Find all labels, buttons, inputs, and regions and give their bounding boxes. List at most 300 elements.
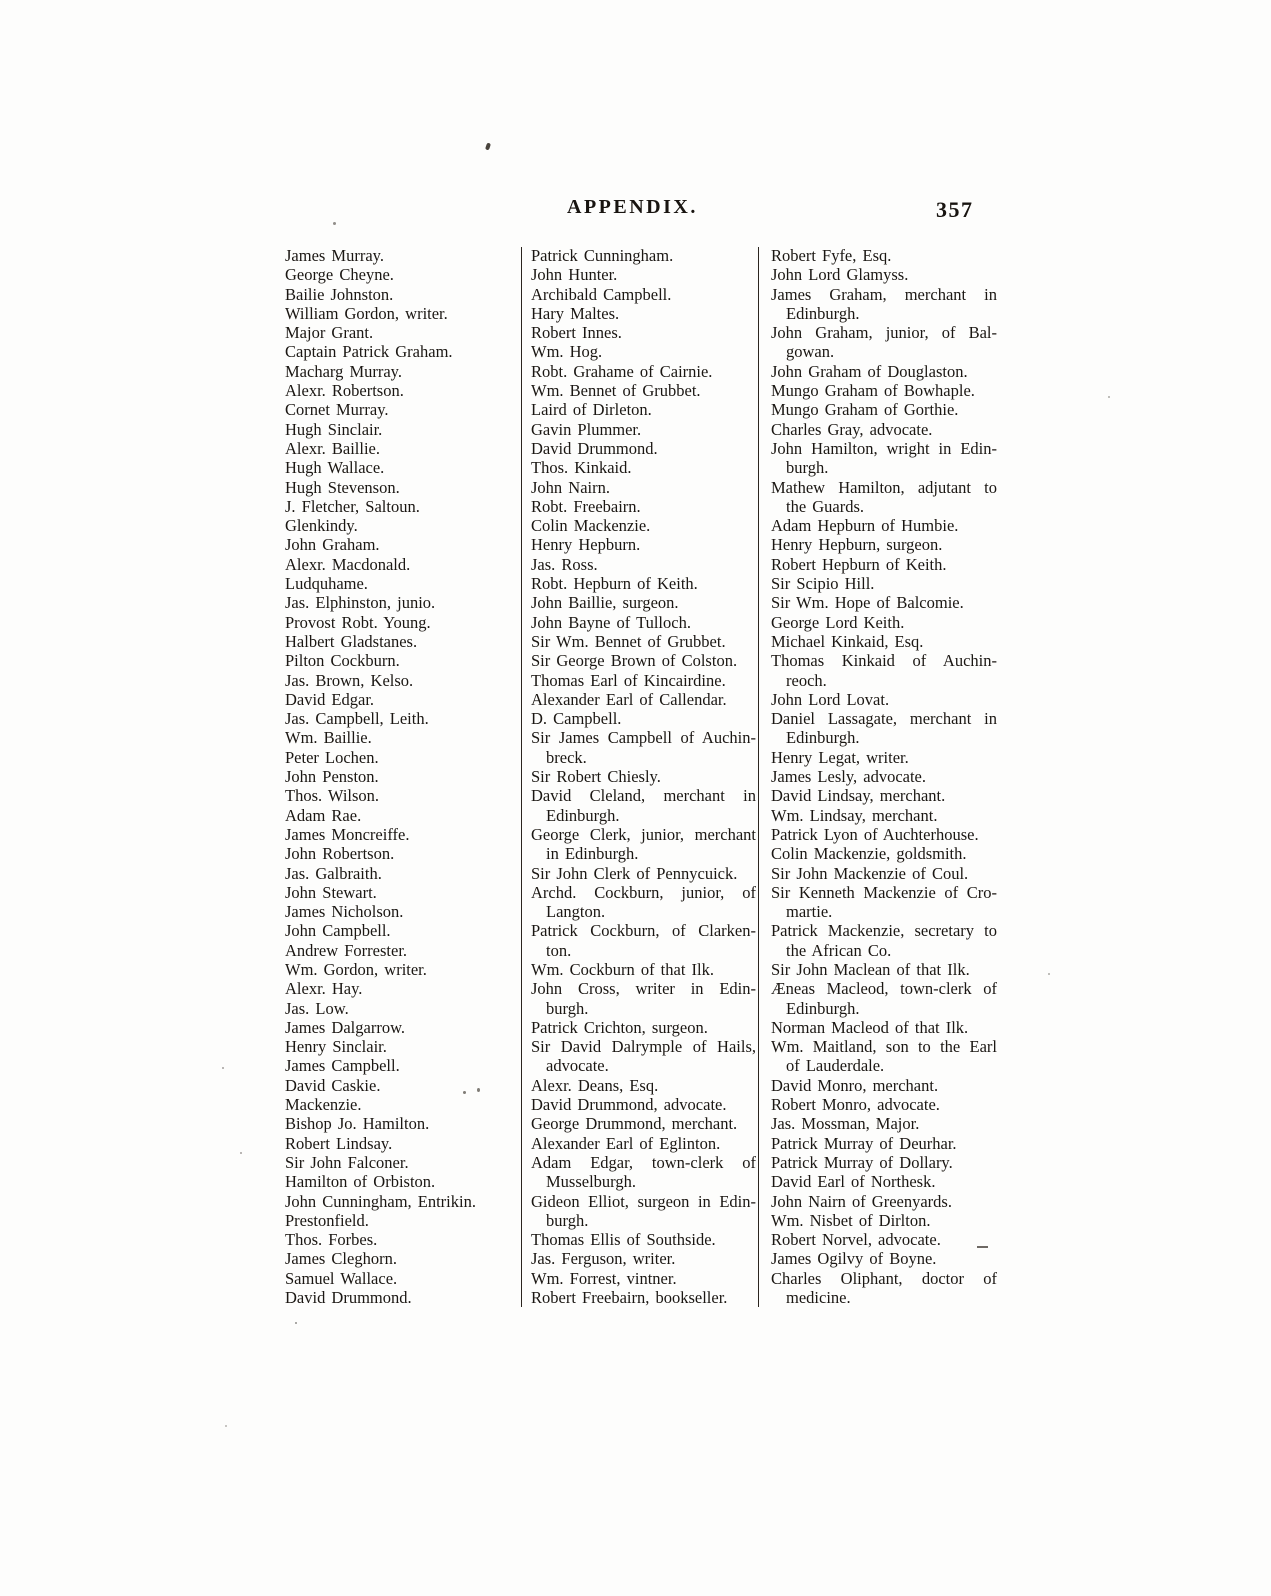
- list-item-line: William Gordon, writer.: [285, 303, 448, 323]
- list-item-line: Wm. Gordon, writer.: [285, 959, 427, 979]
- list-item: [285, 497, 511, 516]
- list-item-line: Wm. Baillie.: [285, 728, 372, 748]
- list-item: [771, 265, 997, 284]
- list-item: [531, 574, 756, 593]
- list-item-line-continuation: in Edinburgh.: [546, 844, 639, 864]
- list-item: [285, 1056, 511, 1075]
- list-item-line: David Edgar.: [285, 689, 375, 709]
- list-item-line: Sir Wm. Hope of Balcomie.: [771, 593, 964, 613]
- list-item-line: Wm. Maitland, son to the Earl: [771, 1037, 997, 1057]
- list-item: [285, 1076, 511, 1095]
- list-item: [771, 844, 997, 863]
- list-item: [285, 1230, 511, 1249]
- list-item: [531, 883, 756, 922]
- list-item: [771, 1249, 997, 1268]
- list-item-line: Charles Oliphant, doctor of: [771, 1268, 997, 1288]
- list-item-line: John Nairn.: [531, 477, 610, 497]
- list-item: [531, 497, 756, 516]
- list-item: [285, 690, 511, 709]
- list-item: [285, 1153, 511, 1172]
- list-item-line: Ludquhame.: [285, 574, 368, 594]
- list-item: [285, 535, 511, 554]
- list-item-line-continuation: the Guards.: [786, 496, 865, 516]
- list-item-line: Robert Monro, advocate.: [771, 1095, 940, 1115]
- list-item-line: Robert Norvel, advocate.: [771, 1230, 941, 1250]
- list-item-line: Captain Patrick Graham.: [285, 342, 453, 362]
- list-item: [285, 439, 511, 458]
- list-item: [771, 1018, 997, 1037]
- list-item-line: James Ogilvy of Boyne.: [771, 1249, 937, 1269]
- list-item: [771, 555, 997, 574]
- list-item-line: Patrick Murray of Dollary.: [771, 1152, 953, 1172]
- list-item-line: James Moncreiffe.: [285, 824, 410, 844]
- list-item-line: Jas. Galbraith.: [285, 863, 382, 883]
- list-item-line: D. Campbell.: [531, 709, 622, 729]
- list-item: [285, 883, 511, 902]
- list-item: [531, 1192, 756, 1231]
- list-item-line: Samuel Wallace.: [285, 1268, 398, 1288]
- list-item-line: Thos. Kinkaid.: [531, 458, 632, 478]
- list-item-line-continuation: Edinburgh.: [786, 303, 860, 323]
- list-item: [771, 1230, 997, 1249]
- list-item: [531, 690, 756, 709]
- list-item: [771, 323, 997, 362]
- list-item-line: Sir Kenneth Mackenzie of Cro-: [771, 882, 997, 902]
- scan-speck: [1108, 396, 1110, 398]
- list-item-line-continuation: Edinburgh.: [786, 998, 860, 1018]
- list-item-line: Wm. Lindsay, merchant.: [771, 805, 938, 825]
- list-item: [285, 921, 511, 940]
- list-item-line-continuation: Edinburgh.: [546, 805, 620, 825]
- list-item: [771, 748, 997, 767]
- list-item-line: George Lord Keith.: [771, 612, 905, 632]
- column-divider: [521, 247, 522, 1307]
- list-item: [531, 246, 756, 265]
- list-item: [771, 439, 997, 478]
- list-item-line: Robert Lindsay.: [285, 1133, 393, 1153]
- list-item-line: Wm. Hog.: [531, 342, 603, 362]
- list-item: [771, 960, 997, 979]
- list-item-line: David Drummond.: [285, 1288, 412, 1308]
- list-item: [771, 1095, 997, 1114]
- list-item-line: Alexr. Hay.: [285, 979, 363, 999]
- list-item-line: Colin Mackenzie, goldsmith.: [771, 844, 967, 864]
- list-item-line: Pilton Cockburn.: [285, 651, 400, 671]
- list-item-line: Adam Edgar, town-clerk of: [531, 1152, 756, 1172]
- list-item: [771, 1134, 997, 1153]
- list-item: [531, 825, 756, 864]
- list-item: [771, 362, 997, 381]
- list-item-line: John Graham of Douglaston.: [771, 361, 968, 381]
- list-item: [531, 786, 756, 825]
- list-item: [531, 362, 756, 381]
- list-item: [771, 979, 997, 1018]
- list-item-line-continuation: Langton.: [546, 902, 606, 922]
- list-item-line: Sir Robert Chiesly.: [531, 767, 661, 787]
- list-item-line: Sir John Clerk of Pennycuick.: [531, 863, 738, 883]
- list-item-line: Alexr. Baillie.: [285, 438, 381, 458]
- list-item-line: Andrew Forrester.: [285, 940, 408, 960]
- list-item-line: James Campbell.: [285, 1056, 400, 1076]
- list-item-line: Robert Freebairn, bookseller.: [531, 1288, 728, 1308]
- list-item: [531, 1018, 756, 1037]
- list-item-line: Archd. Cockburn, junior, of: [531, 882, 756, 902]
- list-item: [771, 632, 997, 651]
- name-list-column-3: [771, 246, 997, 1307]
- list-item-line: Henry Hepburn.: [531, 535, 641, 555]
- list-item-line: Cornet Murray.: [285, 400, 389, 420]
- list-item-line: Hugh Wallace.: [285, 458, 385, 478]
- list-item-line: Daniel Lassagate, merchant in: [771, 709, 997, 729]
- list-item: [285, 555, 511, 574]
- list-item: [531, 979, 756, 1018]
- list-item-line: Robt. Hepburn of Keith.: [531, 574, 698, 594]
- running-title: APPENDIX.: [567, 196, 698, 218]
- list-item-line: Adam Rae.: [285, 805, 362, 825]
- list-item: [771, 1037, 997, 1076]
- list-item: [285, 1172, 511, 1191]
- list-item-line: James Dalgarrow.: [285, 1017, 406, 1037]
- list-item-line: Patrick Murray of Deurhar.: [771, 1133, 957, 1153]
- list-item: [531, 709, 756, 728]
- list-item: [531, 864, 756, 883]
- list-item-line-continuation: burgh.: [546, 1210, 589, 1230]
- list-item: [771, 921, 997, 960]
- list-item-line: Henry Sinclair.: [285, 1037, 387, 1057]
- list-item-line: Jas. Ferguson, writer.: [531, 1249, 676, 1269]
- list-item-line: Patrick Crichton, surgeon.: [531, 1017, 708, 1037]
- list-item: [531, 478, 756, 497]
- list-item: [285, 1095, 511, 1114]
- list-item-line: Wm. Cockburn of that Ilk.: [531, 959, 714, 979]
- list-item: [531, 516, 756, 535]
- list-item: [771, 285, 997, 324]
- list-item-line: Hugh Sinclair.: [285, 419, 383, 439]
- list-item-line: John Stewart.: [285, 882, 377, 902]
- list-item-line: George Drummond, merchant.: [531, 1114, 738, 1134]
- list-item-line: Hary Maltes.: [531, 303, 620, 323]
- list-item-line: Major Grant.: [285, 323, 374, 343]
- list-item: [531, 381, 756, 400]
- list-item: [285, 613, 511, 632]
- page-number: 357: [936, 197, 974, 222]
- list-item-line-continuation: gowan.: [786, 342, 835, 362]
- list-item: [531, 342, 756, 361]
- list-item-line: Jas. Mossman, Major.: [771, 1114, 920, 1134]
- list-item: [285, 806, 511, 825]
- list-item: [771, 1269, 997, 1308]
- list-item: [771, 709, 997, 748]
- list-item: [771, 381, 997, 400]
- list-item: [771, 478, 997, 517]
- list-item: [285, 671, 511, 690]
- list-item: [285, 1249, 511, 1268]
- list-item-line: Æneas Macleod, town-clerk of: [771, 979, 997, 999]
- list-item-line: Gideon Elliot, surgeon in Edin-: [531, 1191, 756, 1211]
- scan-speck: [295, 1322, 297, 1324]
- list-item: [531, 767, 756, 786]
- list-item: [771, 1192, 997, 1211]
- list-item-line: Thomas Earl of Kincairdine.: [531, 670, 726, 690]
- list-item: [531, 593, 756, 612]
- list-item: [285, 999, 511, 1018]
- list-item-line: David Earl of Northesk.: [771, 1172, 936, 1192]
- list-item-line: Patrick Lyon of Auchterhouse.: [771, 824, 979, 844]
- list-item: [285, 574, 511, 593]
- list-item: [285, 516, 511, 535]
- list-item: [285, 632, 511, 651]
- list-item-line-continuation: Edinburgh.: [786, 728, 860, 748]
- list-item: [285, 709, 511, 728]
- scan-speck: [222, 1067, 224, 1069]
- list-item-line-continuation: the African Co.: [786, 940, 892, 960]
- list-item: [285, 979, 511, 998]
- list-item-line: Bishop Jo. Hamilton.: [285, 1114, 430, 1134]
- list-item: [531, 439, 756, 458]
- list-item: [531, 535, 756, 554]
- list-item-line: John Lord Glamyss.: [771, 265, 909, 285]
- list-item-line: John Hunter.: [531, 265, 618, 285]
- list-item: [285, 767, 511, 786]
- list-item-line: Sir James Campbell of Auchin-: [531, 728, 756, 748]
- list-item-line-continuation: burgh.: [786, 458, 829, 478]
- list-item-line: Sir John Falconer.: [285, 1152, 409, 1172]
- scan-speck: [977, 1246, 988, 1248]
- list-item: [285, 381, 511, 400]
- list-item: [771, 593, 997, 612]
- list-item-line: Provost Robt. Young.: [285, 612, 431, 632]
- list-item: [531, 632, 756, 651]
- list-item-line: George Cheyne.: [285, 265, 394, 285]
- list-item-line: George Clerk, junior, merchant: [531, 824, 756, 844]
- list-item: [531, 1230, 756, 1249]
- list-item: [531, 671, 756, 690]
- list-item: [771, 883, 997, 922]
- list-item: [531, 1288, 756, 1307]
- list-item: [771, 613, 997, 632]
- list-item-line: Patrick Cockburn, of Clarken-: [531, 921, 756, 941]
- list-item: [531, 1037, 756, 1076]
- list-item-line: Bailie Johnston.: [285, 284, 394, 304]
- scan-speck: [1048, 973, 1050, 975]
- list-item-line: John Cunningham, Entrikin.: [285, 1191, 476, 1211]
- list-item-line: James Murray.: [285, 246, 384, 265]
- list-item-line: Alexander Earl of Eglinton.: [531, 1133, 721, 1153]
- list-item: [771, 690, 997, 709]
- list-item-line: Wm. Forrest, vintner.: [531, 1268, 677, 1288]
- list-item-line: Robert Hepburn of Keith.: [771, 554, 947, 574]
- list-item: [285, 323, 511, 342]
- list-item-line: John Hamilton, wright in Edin-: [771, 438, 997, 458]
- list-item-line: J. Fletcher, Saltoun.: [285, 496, 420, 516]
- list-item-line: Alexr. Deans, Esq.: [531, 1075, 659, 1095]
- list-item-line: John Robertson.: [285, 844, 395, 864]
- list-item-line-continuation: reoch.: [786, 670, 827, 690]
- list-item: [771, 786, 997, 805]
- list-item-line: Jas. Ross.: [531, 554, 598, 574]
- name-list-column-2: [531, 246, 756, 1307]
- list-item: [771, 574, 997, 593]
- list-item-line: Jas. Brown, Kelso.: [285, 670, 414, 690]
- list-item: [531, 265, 756, 284]
- list-item-line: David Cleland, merchant in: [531, 786, 756, 806]
- list-item: [285, 246, 511, 265]
- list-item-line: Robt. Freebairn.: [531, 496, 641, 516]
- scan-speck: [485, 143, 491, 151]
- list-item-line: Patrick Mackenzie, secretary to: [771, 921, 997, 941]
- scan-speck: [463, 1091, 466, 1094]
- list-item-line: John Lord Lovat.: [771, 689, 890, 709]
- list-item: [531, 613, 756, 632]
- list-item-line-continuation: breck.: [546, 747, 587, 767]
- list-item: [531, 304, 756, 323]
- list-item-line-continuation: burgh.: [546, 998, 589, 1018]
- list-item-line: Thomas Kinkaid of Auchin-: [771, 651, 997, 671]
- list-item: [771, 864, 997, 883]
- list-item: [531, 323, 756, 342]
- list-item: [285, 902, 511, 921]
- list-item-line: John Graham.: [285, 535, 380, 555]
- list-item: [285, 1018, 511, 1037]
- list-item-line: Gavin Plummer.: [531, 419, 642, 439]
- list-item: [285, 1037, 511, 1056]
- list-item: [771, 767, 997, 786]
- list-item: [285, 265, 511, 284]
- list-item-line: Jas. Low.: [285, 998, 349, 1018]
- list-item: [285, 786, 511, 805]
- list-item-line: James Graham, merchant in: [771, 284, 997, 304]
- list-item: [771, 516, 997, 535]
- list-item-line: John Graham, junior, of Bal-: [771, 323, 997, 343]
- list-item-line: Robert Innes.: [531, 323, 622, 343]
- list-item-line-continuation: medicine.: [786, 1288, 851, 1308]
- list-item-line: Wm. Nisbet of Dirlton.: [771, 1210, 931, 1230]
- list-item: [285, 1114, 511, 1133]
- list-item-line: James Cleghorn.: [285, 1249, 397, 1269]
- list-item-line: Adam Hepburn of Humbie.: [771, 516, 959, 536]
- list-item-line: James Lesly, advocate.: [771, 767, 926, 787]
- list-item-line: Archibald Campbell.: [531, 284, 672, 304]
- list-item-line: Michael Kinkaid, Esq.: [771, 631, 924, 651]
- list-item: [531, 458, 756, 477]
- list-item: [771, 1114, 997, 1133]
- list-item-line: Thos. Wilson.: [285, 786, 380, 806]
- list-item-line: Thos. Forbes.: [285, 1230, 378, 1250]
- list-item: [285, 400, 511, 419]
- list-item: [285, 825, 511, 844]
- list-item-line: Mungo Graham of Bowhaple.: [771, 381, 975, 401]
- list-item-line: Mungo Graham of Gorthie.: [771, 400, 959, 420]
- list-item-line: Mackenzie.: [285, 1095, 362, 1115]
- list-item-line: Glenkindy.: [285, 516, 358, 536]
- list-item-line: Wm. Bennet of Grubbet.: [531, 381, 701, 401]
- list-item-line: John Bayne of Tulloch.: [531, 612, 691, 632]
- list-item-line: John Penston.: [285, 767, 379, 787]
- list-item-line: Robt. Grahame of Cairnie.: [531, 361, 713, 381]
- list-item: [771, 400, 997, 419]
- list-item-line: Hugh Stevenson.: [285, 477, 400, 497]
- list-item-line: Thomas Ellis of Southside.: [531, 1230, 716, 1250]
- list-item-line: Norman Macleod of that Ilk.: [771, 1017, 969, 1037]
- list-item-line: David Drummond, advocate.: [531, 1095, 727, 1115]
- list-item: [531, 1153, 756, 1192]
- name-list-column-1: [285, 246, 511, 1307]
- list-item-line: Henry Legat, writer.: [771, 747, 909, 767]
- list-item: [531, 1269, 756, 1288]
- list-item: [285, 844, 511, 863]
- list-item: [285, 1211, 511, 1230]
- list-item: [285, 420, 511, 439]
- list-item-line: David Lindsay, merchant.: [771, 786, 946, 806]
- list-item-line: John Cross, writer in Edin-: [531, 979, 756, 999]
- list-item-line-continuation: martie.: [786, 902, 833, 922]
- list-item-line: Sir John Maclean of that Ilk.: [771, 959, 970, 979]
- list-item: [531, 1095, 756, 1114]
- list-item: [531, 728, 756, 767]
- list-item: [285, 651, 511, 670]
- list-item-line: Sir John Mackenzie of Coul.: [771, 863, 969, 883]
- list-item: [771, 1153, 997, 1172]
- list-item-line: David Drummond.: [531, 438, 658, 458]
- list-item: [771, 825, 997, 844]
- scan-speck: [477, 1088, 480, 1092]
- list-item: [531, 400, 756, 419]
- list-item: [285, 593, 511, 612]
- list-item-line: Alexr. Robertson.: [285, 381, 404, 401]
- list-item-line: David Caskie.: [285, 1075, 381, 1095]
- list-item: [531, 1249, 756, 1268]
- list-item-line: Prestonfield.: [285, 1210, 369, 1230]
- list-item: [531, 285, 756, 304]
- list-item-line: John Baillie, surgeon.: [531, 593, 679, 613]
- list-item: [285, 1288, 511, 1307]
- list-item-line: John Nairn of Greenyards.: [771, 1191, 952, 1211]
- list-item: [771, 535, 997, 554]
- list-item: [531, 420, 756, 439]
- list-item-line: Laird of Dirleton.: [531, 400, 652, 420]
- list-item: [285, 1192, 511, 1211]
- list-item: [285, 342, 511, 361]
- list-item: [531, 1114, 756, 1133]
- scan-speck: [240, 1152, 242, 1154]
- list-item: [285, 960, 511, 979]
- list-item: [285, 304, 511, 323]
- list-item-line-continuation: Musselburgh.: [546, 1172, 636, 1192]
- list-item-line: Sir George Brown of Colston.: [531, 651, 738, 671]
- list-item-line: Alexr. Macdonald.: [285, 554, 411, 574]
- list-item: [771, 1211, 997, 1230]
- list-item: [771, 420, 997, 439]
- list-item: [771, 806, 997, 825]
- scan-speck: [333, 222, 336, 225]
- scan-speck: [225, 1425, 227, 1427]
- list-item: [531, 921, 756, 960]
- list-item-line-continuation: ton.: [546, 940, 572, 960]
- list-item-line: Charles Gray, advocate.: [771, 419, 933, 439]
- list-item: [771, 1076, 997, 1095]
- list-item: [285, 728, 511, 747]
- list-item-line: Colin Mackenzie.: [531, 516, 651, 536]
- list-item-line: Mathew Hamilton, adjutant to: [771, 477, 997, 497]
- list-item-line: Sir Wm. Bennet of Grubbet.: [531, 631, 726, 651]
- list-item-line: Sir Scipio Hill.: [771, 574, 875, 594]
- list-item: [531, 960, 756, 979]
- list-item: [771, 1172, 997, 1191]
- list-item: [531, 651, 756, 670]
- list-item: [531, 1134, 756, 1153]
- list-item-line-continuation: of Lauderdale.: [786, 1056, 885, 1076]
- list-item-line: James Nicholson.: [285, 902, 404, 922]
